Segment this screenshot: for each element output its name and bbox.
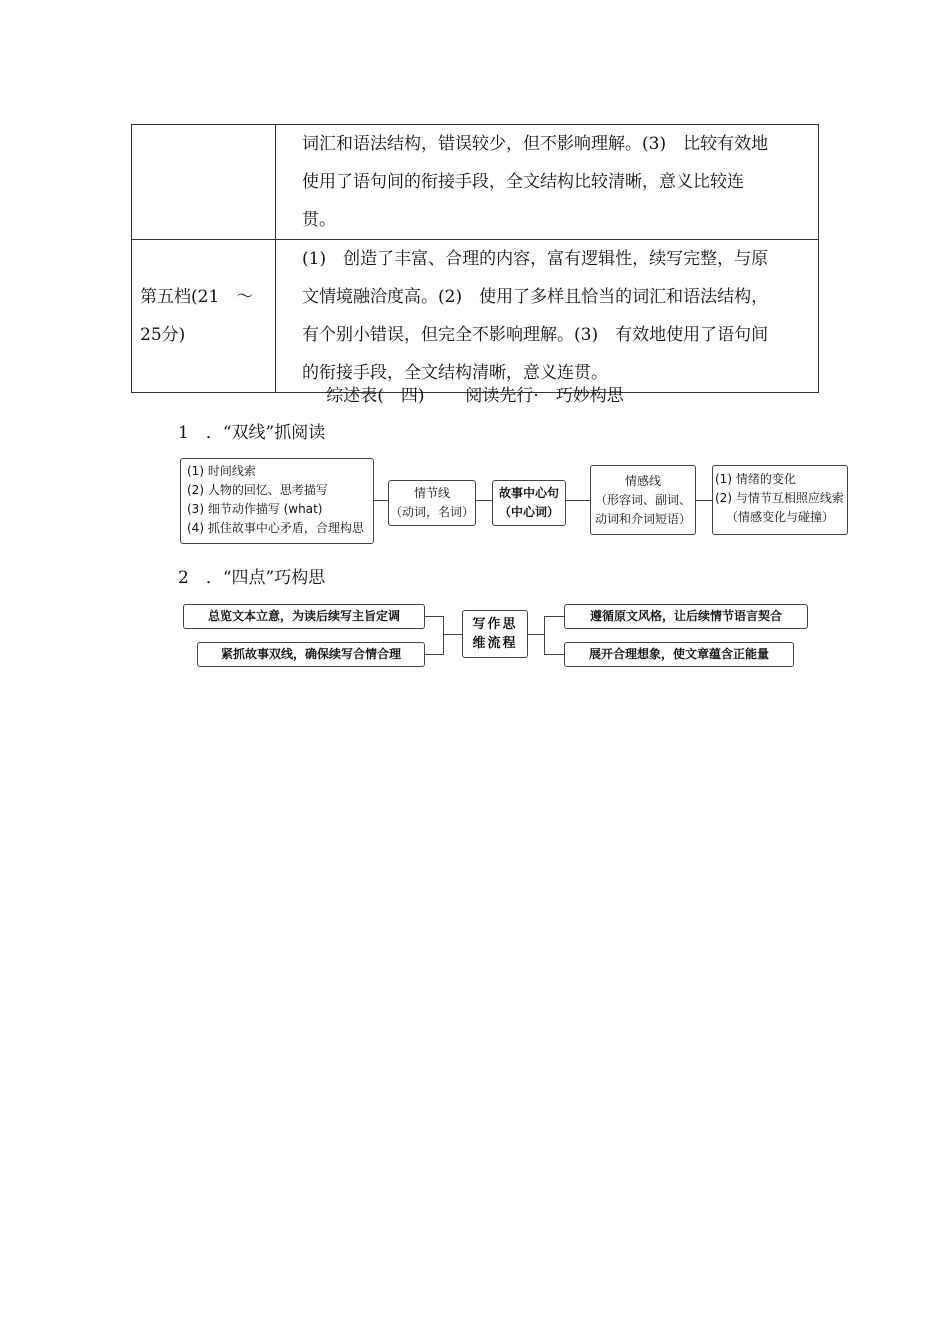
heading-table-label: 综述表( 四) <box>326 386 425 406</box>
connector-line <box>696 500 712 501</box>
flow-step-text: 紧抓故事双线，确保续写合情合理 <box>220 647 401 661</box>
flow-step-right-1 <box>564 604 808 629</box>
plot-line-title: 情节线 <box>413 486 450 500</box>
writing-flow-box <box>462 610 528 658</box>
plot-line-note: （动词，名词） <box>389 505 474 519</box>
writing-flow-title: 维流程 <box>472 636 518 651</box>
flow-step-text: 遵循原文风格，让后续情节语言契合 <box>589 609 782 623</box>
reading-methods-box <box>180 458 374 544</box>
plot-line-box <box>388 480 476 526</box>
emotion-line-note: （形容词、副词、 <box>594 492 691 507</box>
section2-title: 2 ．“四点”巧构思 <box>178 568 326 588</box>
connector-line <box>544 654 564 655</box>
flow-step-right-2 <box>564 642 794 667</box>
center-sentence-title: 故事中心句 <box>498 486 559 500</box>
connector-line <box>374 500 388 501</box>
method-item: (3) 细节动作描写 (what) <box>187 502 323 516</box>
connector-line <box>476 500 492 501</box>
method-item: (4) 抓住故事中心矛盾，合理构思 <box>187 521 364 535</box>
connector-line <box>528 634 544 635</box>
flow-step-text: 展开合理想象，使文章蕴含正能量 <box>588 647 769 661</box>
flow-step-left-2 <box>197 642 425 667</box>
flow-step-text: 总览文本立意，为读后续写主旨定调 <box>207 609 400 623</box>
emotion-line-box <box>590 465 696 535</box>
rubric-row <box>132 240 819 393</box>
method-item: (1) 时间线索 <box>187 464 256 478</box>
rubric-row <box>132 125 819 240</box>
emotion-line-title: 情感线 <box>624 473 661 488</box>
emotion-item: (2) 与情节互相照应线索 <box>715 491 844 505</box>
description-line: 贯。 <box>302 210 336 230</box>
flow-step-left-1 <box>183 604 425 629</box>
description-line: 词汇和语法结构，错误较少，但不影响理解。(3) 比较有效地 <box>302 134 769 154</box>
description-cell <box>276 240 819 393</box>
connector-line <box>544 616 564 617</box>
description-line: 的衔接手段，全文结构清晰，意义连贯。 <box>302 363 608 383</box>
center-sentence-box <box>492 480 566 526</box>
connector-line <box>443 634 462 635</box>
emotion-items-box <box>712 465 848 535</box>
connector-line <box>544 616 545 655</box>
level-cell <box>132 125 276 240</box>
description-line: 有个别小错误，但完全不影响理解。(3) 有效地使用了语句间 <box>302 325 769 345</box>
description-cell <box>276 125 819 240</box>
description-line: 文情境融洽度高。(2) 使用了多样且恰当的词汇和语法结构， <box>302 287 769 307</box>
connector-line <box>443 616 444 655</box>
level-score: 25分) <box>140 325 186 345</box>
level-label: 第五档(21 ～ <box>140 287 254 307</box>
description-line: (1) 创造了丰富、合理的内容，富有逻辑性，续写完整，与原 <box>302 249 769 269</box>
level-cell <box>132 240 276 393</box>
center-sentence-note: （中心词） <box>498 505 559 519</box>
method-item: (2) 人物的回忆、思考描写 <box>187 483 328 497</box>
connector-line <box>425 616 443 617</box>
emotion-item: (1) 情绪的变化 <box>715 472 796 486</box>
connector-line <box>425 654 443 655</box>
emotion-item: （情感变化与碰撞） <box>725 510 834 524</box>
section-heading <box>0 383 950 409</box>
emotion-line-note: 动词和介词短语） <box>594 511 691 526</box>
heading-title: 阅读先行· 巧妙构思 <box>465 386 624 406</box>
connector-line <box>566 500 590 501</box>
rubric-table <box>131 124 819 393</box>
description-line: 使用了语句间的衔接手段，全文结构比较清晰，意义比较连 <box>302 172 744 192</box>
writing-flow-title: 写作思 <box>472 617 518 632</box>
section1-title: 1 ．“双线”抓阅读 <box>178 423 326 443</box>
